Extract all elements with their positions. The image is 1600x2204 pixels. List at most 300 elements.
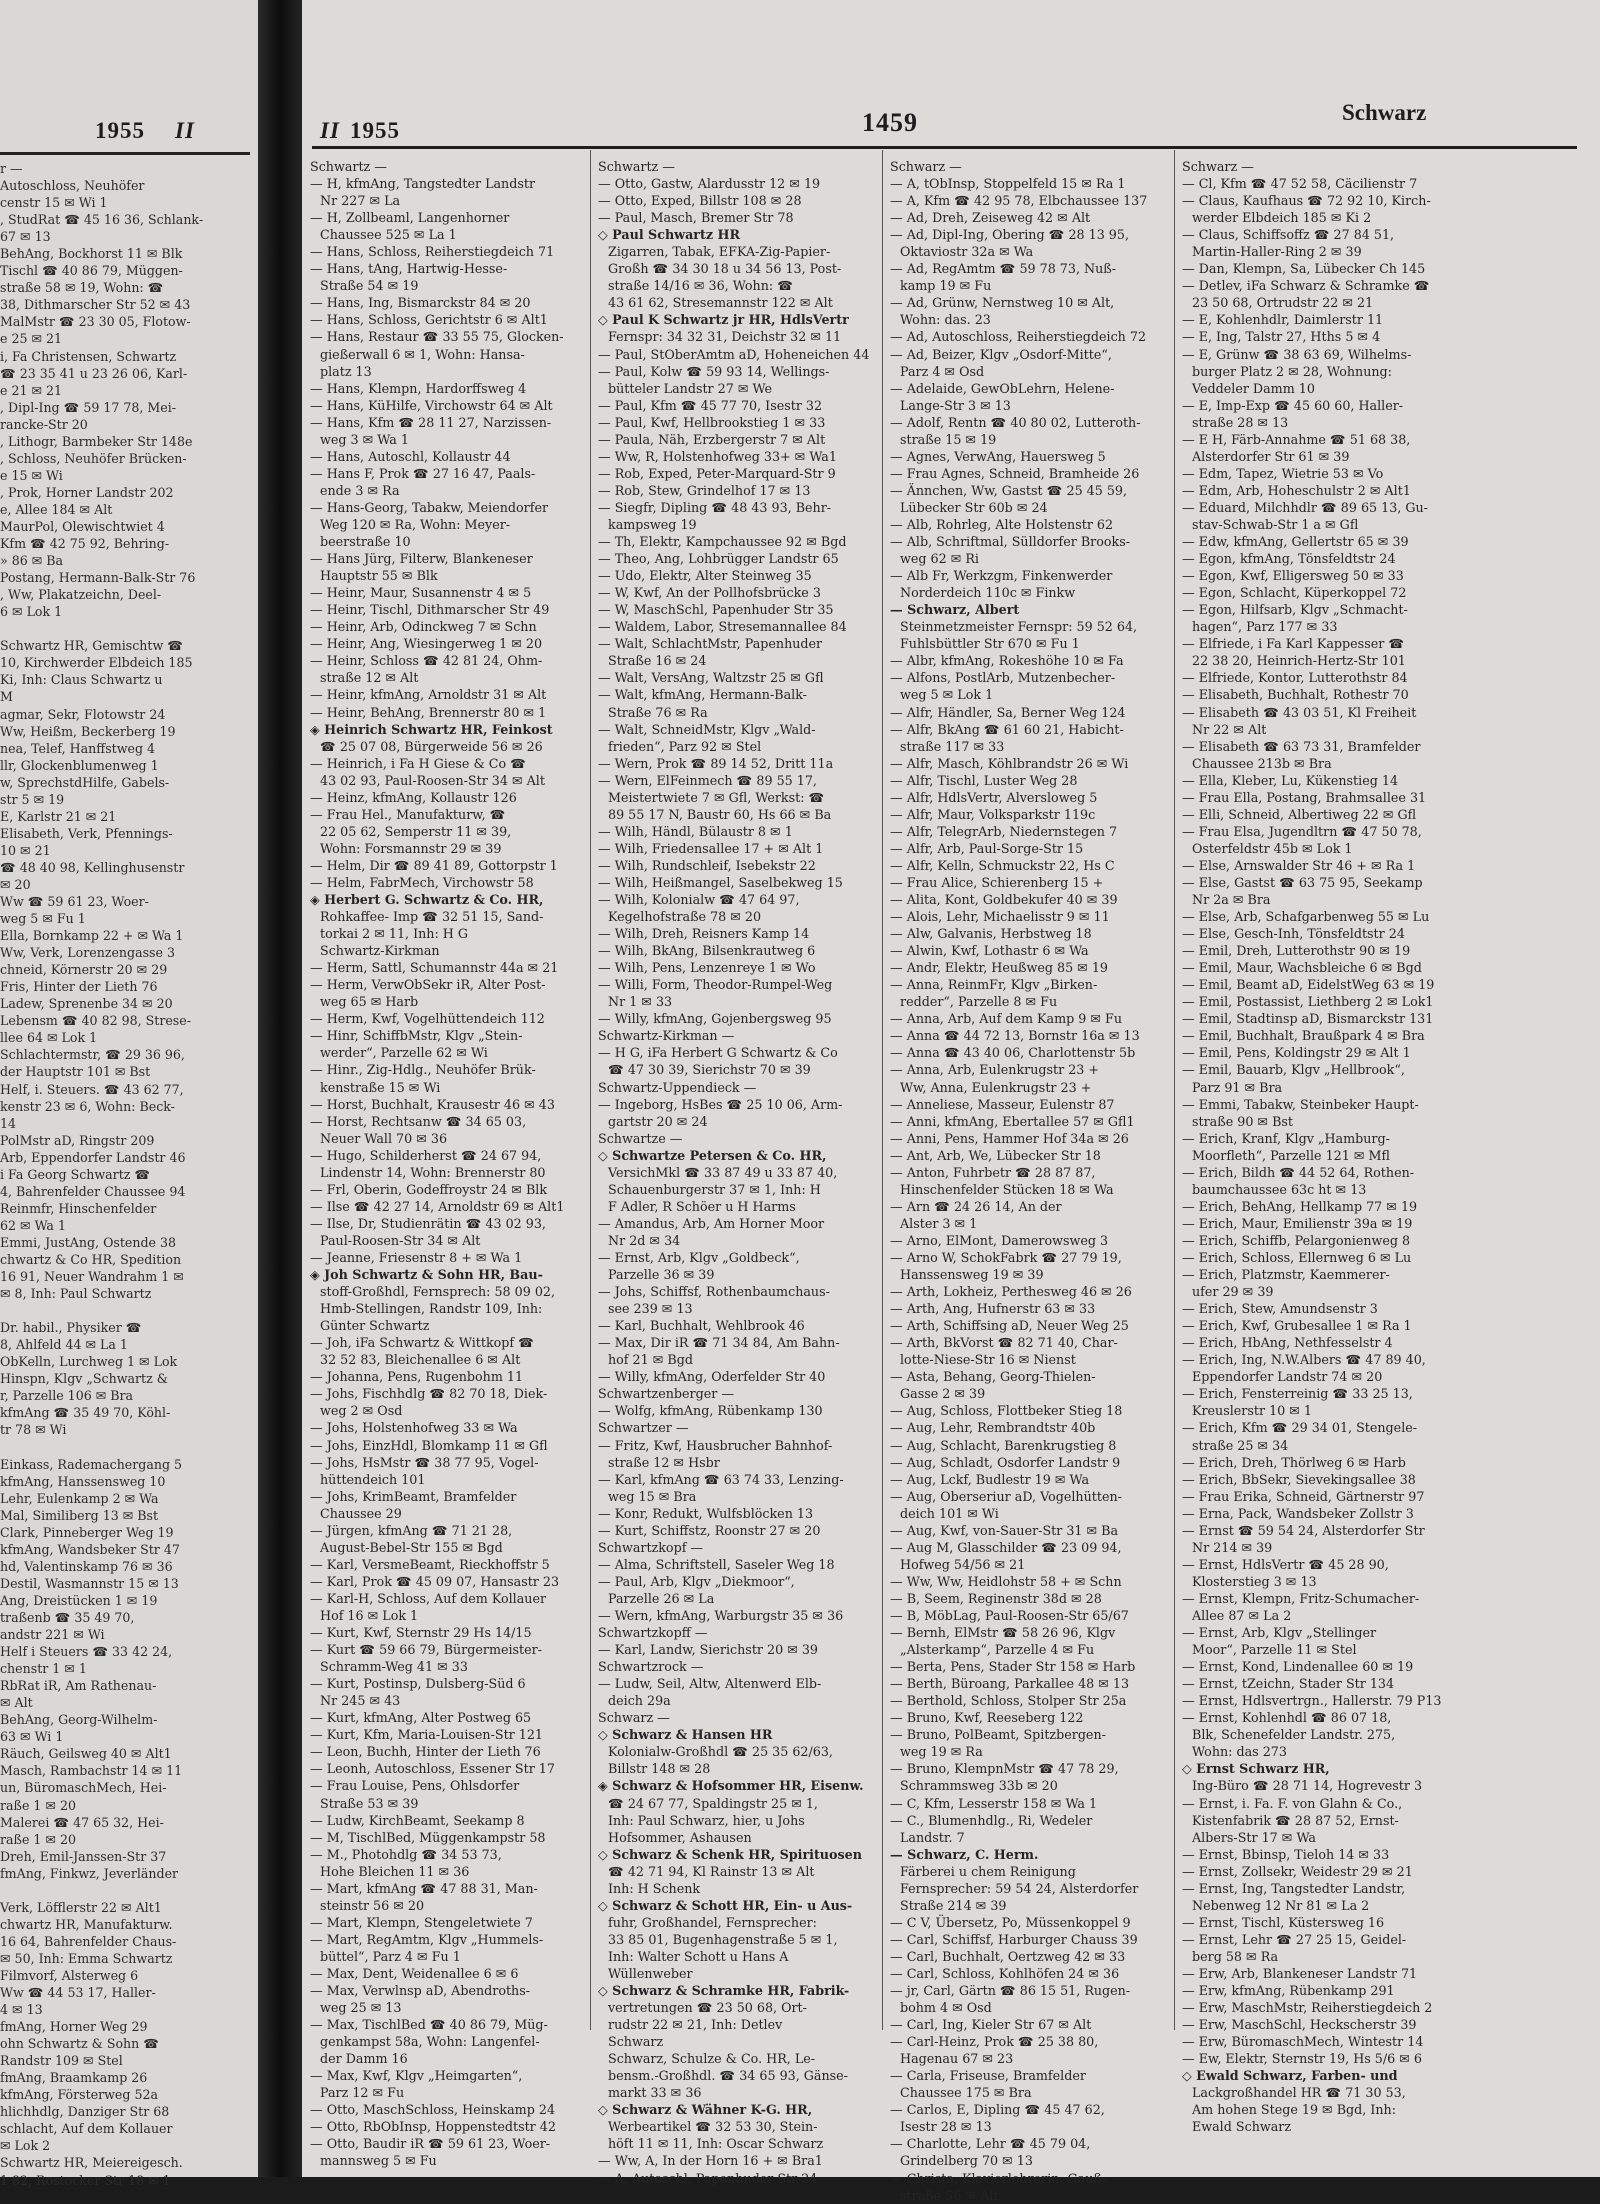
business-entry: ◈ Schwarz & Hofsommer HR, Eisenw.: [598, 1778, 864, 1794]
directory-entry: — C, Kfm, Lesserstr 158 ✉ Wa 1: [890, 1795, 1098, 1811]
directory-entry: Isestr 28 ✉ 13: [900, 2119, 992, 2135]
left-page-line: i Fa Georg Schwartz ☎: [0, 1166, 151, 1182]
directory-entry: — E, Ing, Talstr 27, Hths 5 ✉ 4: [1182, 329, 1381, 345]
directory-entry: Parz 12 ✉ Fu: [320, 2085, 405, 2101]
directory-entry: — Alfr, Kelln, Schmuckstr 22, Hs C: [890, 857, 1115, 873]
directory-entry: — Otto, RbObInsp, Hoppenstedtstr 42: [310, 2119, 556, 2135]
directory-entry: Nr 2d ✉ 34: [608, 1232, 681, 1248]
directory-entry: — Alfr, HdlsVertr, Alversloweg 5: [890, 789, 1098, 805]
page-number: 1459: [862, 108, 918, 137]
directory-column-2: [598, 158, 880, 2187]
directory-entry: — Rob, Stew, Grindelhof 17 ✉ 13: [598, 482, 811, 498]
left-page-line: E, Karlstr 21 ✉ 21: [0, 808, 117, 824]
directory-entry: — Otto, MaschSchloss, Heinskamp 24: [310, 2102, 556, 2118]
directory-entry: Paul-Roosen-Str 34 ✉ Alt: [320, 1232, 481, 1248]
directory-entry: vertretungen ☎ 23 50 68, Ort-: [608, 2000, 807, 2016]
left-page-line: ☎ 48 40 98, Kellinghusenstr: [0, 859, 185, 875]
left-page-line: str 5 ✉ 19: [0, 791, 65, 807]
directory-page: [302, 0, 1600, 2203]
directory-entry: fuhr, Großhandel, Fernsprecher:: [608, 1914, 817, 1930]
left-page-line: 10, Kirchwerder Elbdeich 185: [0, 655, 193, 671]
directory-entry: ☎ 25 07 08, Bürgerweide 56 ✉ 26: [320, 738, 543, 754]
directory-entry: — Eduard, Milchhdlr ☎ 89 65 13, Gu-: [1182, 499, 1428, 515]
directory-entry: — Ernst, Arb, Klgv „Goldbeck“,: [598, 1250, 800, 1265]
business-entry: — Schwarz, Albert: [890, 602, 1020, 618]
directory-entry: — A, tObInsp, Stoppelfeld 15 ✉ Ra 1: [890, 176, 1126, 192]
directory-entry: — Edw, kfmAng, Gellertstr 65 ✉ 39: [1182, 534, 1409, 550]
business-entry: ◇ Paul Schwartz HR: [598, 227, 741, 243]
directory-entry: — Erich, Schloss, Ellernweg 6 ✉ Lu: [1182, 1250, 1412, 1265]
directory-entry: — Albr, kfmAng, Rokeshöhe 10 ✉ Fa: [890, 653, 1124, 669]
directory-entry: — Wern, Prok ☎ 89 14 52, Dritt 11a: [598, 755, 834, 771]
directory-entry: Zigarren, Tabak, EFKA-Zig-Papier-: [608, 244, 831, 260]
directory-entry: — Kurt, Postinsp, Dulsberg-Süd 6: [310, 1676, 526, 1692]
directory-entry: baumchaussee 63c ht ✉ 13: [1192, 1181, 1367, 1197]
left-page-line: Filmvorf, Alsterweg 6: [0, 1967, 139, 1983]
directory-entry: — W, Kwf, An der Pollhofsbrücke 3: [598, 585, 821, 601]
directory-entry: August-Bebel-Str 155 ✉ Bgd: [320, 1539, 503, 1555]
directory-entry: platz 13: [320, 363, 372, 379]
directory-entry: — Elisabeth ☎ 63 73 31, Bramfelder: [1182, 738, 1421, 754]
left-page-line: chwartz HR, Manufakturw.: [0, 1916, 173, 1932]
directory-entry: — Erw, Arb, Blankeneser Landstr 71: [1182, 1965, 1418, 1981]
left-page-line: [0, 620, 250, 637]
directory-entry: — Erich, Maur, Emilienstr 39a ✉ 19: [1182, 1215, 1413, 1231]
directory-entry: — Ew, Elektr, Sternstr 19, Hs 5/6 ✉ 6: [1182, 2051, 1423, 2067]
directory-entry: Allee 87 ✉ La 2: [1192, 1607, 1292, 1623]
page-header: [302, 100, 1600, 143]
directory-entry: Martin-Haller-Ring 2 ✉ 39: [1192, 244, 1362, 260]
directory-entry: — Kurt, Kfm, Maria-Louisen-Str 121: [310, 1727, 543, 1743]
business-entry: ◈ Herbert G. Schwartz & Co. HR,: [310, 892, 544, 908]
directory-entry: — Anni, kfmAng, Ebertallee 57 ✉ Gfl1: [890, 1113, 1135, 1129]
left-page-line: , Ww, Plakatzeichn, Deel-: [0, 587, 162, 603]
directory-entry: — Emil, Dreh, Lutterothstr 90 ✉ 19: [1182, 943, 1411, 959]
directory-entry: markt 33 ✉ 36: [608, 2085, 702, 2101]
directory-entry: kenstraße 15 ✉ Wi: [320, 1079, 441, 1095]
directory-entry: — Ernst, Arb, Klgv „Stellinger: [1182, 1625, 1377, 1641]
column-divider: [1174, 150, 1175, 2030]
directory-entry: — Berth, Büroang, Parkallee 48 ✉ 13: [890, 1676, 1130, 1692]
directory-entry: — Erich, BbSekr, Sievekingsallee 38: [1182, 1471, 1416, 1487]
business-entry: ◇ Schwarz & Wähner K-G. HR,: [598, 2102, 813, 2118]
directory-entry: — Emil, Maur, Wachsbleiche 6 ✉ Bgd: [1182, 960, 1422, 976]
left-page-line: Helf, i. Steuers. ☎ 43 62 77,: [0, 1081, 184, 1097]
directory-entry: — Paul, Masch, Bremer Str 78: [598, 210, 794, 226]
directory-entry: — Emil, Pens, Koldingstr 29 ✉ Alt 1: [1182, 1045, 1411, 1061]
directory-entry: — Wilh, Händl, Bülaustr 8 ✉ 1: [598, 823, 793, 839]
directory-entry: Färberei u chem Reinigung: [900, 1863, 1076, 1879]
directory-entry: — Ernst, Bbinsp, Tieloh 14 ✉ 33: [1182, 1846, 1390, 1862]
directory-entry: — Arno W, SchokFabrk ☎ 27 79 19,: [890, 1250, 1122, 1265]
directory-entry: — Frau Erika, Schneid, Gärtnerstr 97: [1182, 1488, 1425, 1504]
header-rule: [312, 146, 1577, 149]
directory-entry: Am hohen Stege 19 ✉ Bgd, Inh:: [1192, 2102, 1396, 2118]
directory-entry: — Paul, Arb, Klgv „Diekmoor“,: [598, 1573, 795, 1589]
directory-entry: — Ernst, Lehr ☎ 27 25 15, Geidel-: [1182, 1931, 1407, 1947]
directory-entry: Moor“, Parzelle 11 ✉ Stel: [1192, 1642, 1357, 1658]
directory-entry: — Wilh, Friedensallee 17 + ✉ Alt 1: [598, 840, 824, 856]
left-page-line: Malerei ☎ 47 65 32, Hei-: [0, 1814, 164, 1830]
directory-entry: Landstr. 7: [900, 1829, 965, 1845]
directory-entry: — Leon, Buchh, Hinter der Lieth 76: [310, 1744, 541, 1760]
left-page-line: rancke-Str 20: [0, 416, 88, 432]
left-page-line: kenstr 23 ✉ 6, Wohn: Beck-: [0, 1098, 175, 1114]
directory-entry: — Ernst, Klempn, Fritz-Schumacher-: [1182, 1590, 1420, 1606]
directory-entry: — Ella, Kleber, Lu, Kükenstieg 14: [1182, 772, 1399, 788]
directory-entry: — Johs, Fischhdlg ☎ 82 70 18, Diek-: [310, 1386, 548, 1402]
directory-entry: — Hans, Restaur ☎ 33 55 75, Glocken-: [310, 329, 564, 345]
directory-entry: — Anna ☎ 43 40 06, Charlottenstr 5b: [890, 1045, 1136, 1061]
directory-entry: — Bruno, Kwf, Reeseberg 122: [890, 1710, 1084, 1726]
directory-entry: — Heinrich, i Fa H Giese & Co ☎: [310, 755, 526, 771]
directory-entry: redder“, Parzelle 8 ✉ Fu: [900, 994, 1058, 1010]
left-page-strip: [0, 0, 258, 2188]
directory-entry: genkampst 58a, Wohn: Langenfel-: [320, 2034, 540, 2050]
left-page-line: tr 78 ✉ Wi: [0, 1422, 67, 1438]
left-page-line: nea, Telef, Hanffstweg 4: [0, 740, 156, 756]
directory-entry: Inh: Walter Schott u Hans A: [608, 1948, 789, 1964]
directory-entry: — Alfr, TelegrArb, Niedernstegen 7: [890, 823, 1118, 839]
left-page-line: Dreh, Emil-Janssen-Str 37: [0, 1848, 167, 1864]
directory-entry: — Karl, VersmeBeamt, Rieckhoffstr 5: [310, 1556, 550, 1572]
directory-entry: — M, TischlBed, Müggenkampstr 58: [310, 1829, 546, 1845]
directory-entry: Nebenweg 12 Nr 81 ✉ La 2: [1192, 1897, 1370, 1913]
directory-entry: Parzelle 36 ✉ 39: [608, 1267, 715, 1283]
directory-entry: burger Platz 2 ✉ 28, Wohnung:: [1192, 363, 1392, 379]
directory-entry: — Alb, Rohrleg, Alte Holstenstr 62: [890, 516, 1114, 532]
surname-heading: Schwarz —: [890, 159, 962, 174]
directory-entry: — Johs, HsMstr ☎ 38 77 95, Vogel-: [310, 1454, 539, 1470]
directory-entry: Ewald Schwarz: [1192, 2119, 1292, 2135]
directory-entry: — Ernst, i. Fa. F. von Glahn & Co.,: [1182, 1795, 1403, 1811]
directory-entry: — Max, Dent, Weidenallee 6 ✉ 6: [310, 1965, 519, 1981]
directory-entry: — Paul, Kfm ☎ 45 77 70, Isestr 32: [598, 397, 823, 413]
surname-heading: Schwartzkopf —: [598, 1539, 704, 1555]
directory-entry: — A, Autoschl, Papenhuder Str 24: [598, 2170, 818, 2186]
directory-entry: — Aug M, Glasschilder ☎ 23 09 94,: [890, 1539, 1122, 1555]
directory-entry: rudstr 22 ✉ 21, Inh: Detlev: [608, 2017, 783, 2033]
directory-entry: Grindelberg 70 ✉ 13: [900, 2153, 1033, 2169]
directory-entry: — Aug, Schlacht, Barenkrugstieg 8: [890, 1437, 1117, 1453]
directory-entry: straße 117 ✉ 33: [900, 738, 1005, 754]
directory-entry: — Erich, Kranf, Klgv „Hamburg-: [1182, 1130, 1390, 1146]
left-page-line: hlichhdlg, Danziger Str 68: [0, 2104, 170, 2120]
directory-entry: Ww, Anna, Eulenkrugstr 23 +: [900, 1079, 1092, 1095]
directory-entry: — Kurt, Kwf, Sternstr 29 Hs 14/15: [310, 1625, 532, 1641]
left-page-line: Hinspn, Klgv „Schwartz &: [0, 1371, 168, 1387]
directory-entry: 22 38 20, Heinrich-Hertz-Str 101: [1192, 653, 1406, 669]
directory-entry: weg 25 ✉ 13: [320, 2000, 402, 2016]
directory-entry: weg 65 ✉ Harb: [320, 994, 419, 1010]
directory-entry: — Agnes, VerwAng, Hauersweg 5: [890, 448, 1106, 464]
directory-entry: ende 3 ✉ Ra: [320, 482, 400, 498]
directory-entry: steinstr 56 ✉ 20: [320, 1897, 425, 1913]
directory-entry: 32 52 83, Bleichenallee 6 ✉ Alt: [320, 1352, 521, 1368]
directory-entry: — Erich, Kfm ☎ 29 34 01, Stengele-: [1182, 1420, 1418, 1436]
directory-entry: 43 61 62, Stresemannstr 122 ✉ Alt: [608, 295, 833, 311]
directory-entry: Norderdeich 110c ✉ Finkw: [900, 585, 1076, 601]
directory-entry: — Andr, Elektr, Heußweg 85 ✉ 19: [890, 960, 1108, 976]
directory-entry: Hofsommer, Ashausen: [608, 1829, 752, 1845]
directory-entry: — Hans, tAng, Hartwig-Hesse-: [310, 261, 508, 277]
directory-entry: — Horst, Buchhalt, Krausestr 46 ✉ 43: [310, 1096, 555, 1112]
directory-entry: — H G, iFa Herbert G Schwartz & Co: [598, 1045, 838, 1061]
directory-entry: — Carlos, E, Dipling ☎ 45 47 62,: [890, 2102, 1105, 2118]
directory-entry: Werbeartikel ☎ 32 53 30, Stein-: [608, 2119, 818, 2135]
directory-entry: Großh ☎ 34 30 18 u 34 56 13, Post-: [608, 261, 842, 277]
directory-entry: Hofweg 54/56 ✉ 21: [900, 1556, 1026, 1572]
business-entry: ◇ Schwarz & Schott HR, Ein- u Aus-: [598, 1897, 853, 1913]
directory-entry: — Anna, ReinmFr, Klgv „Birken-: [890, 977, 1098, 993]
directory-entry: — Erw, MaschMstr, Reiherstiegdeich 2: [1182, 2000, 1433, 2016]
left-page-line: straße 58 ✉ 19, Wohn: ☎: [0, 280, 164, 296]
directory-entry: Lackgroßhandel HR ☎ 71 30 53,: [1192, 2085, 1406, 2101]
directory-entry: — E, Kohlenhdlr, Daimlerstr 11: [1182, 312, 1384, 328]
directory-entry: weg 15 ✉ Bra: [608, 1488, 697, 1504]
directory-entry: — Emmi, Tabakw, Steinbeker Haupt-: [1182, 1096, 1419, 1112]
left-page-line: Räuch, Geilsweg 40 ✉ Alt1: [0, 1746, 172, 1762]
directory-entry: — Ilse, Dr, Studienrätin ☎ 43 02 93,: [310, 1215, 546, 1231]
business-entry: ◇ Schwarz & Schenk HR, Spirituosen: [598, 1846, 862, 1862]
left-page-line: 38, Dithmarscher Str 52 ✉ 43: [0, 297, 191, 313]
directory-entry: Nr 245 ✉ 43: [320, 1693, 401, 1709]
directory-entry: Blk, Schenefelder Landstr. 275,: [1192, 1727, 1396, 1743]
directory-entry: — Claus, Schiffsoffz ☎ 27 84 51,: [1182, 227, 1395, 243]
directory-entry: bohm 4 ✉ Osd: [900, 2000, 992, 2016]
left-page-line: RbRat iR, Am Rathenau-: [0, 1678, 157, 1694]
directory-entry: — Frau Ella, Postang, Brahmsallee 31: [1182, 789, 1427, 805]
directory-entry: — Erw, BüromaschMech, Wintestr 14: [1182, 2034, 1424, 2050]
directory-entry: — Johs, Schiffsf, Rothenbaumchaus-: [598, 1284, 830, 1300]
directory-entry: — Hans F, Prok ☎ 27 16 47, Paals-: [310, 465, 536, 481]
left-page-line: Arb, Eppendorfer Landstr 46: [0, 1149, 186, 1165]
directory-entry: — Ännchen, Ww, Gastst ☎ 25 45 59,: [890, 482, 1128, 498]
directory-entry: — Erich, Bildh ☎ 44 52 64, Rothen-: [1182, 1164, 1415, 1180]
directory-entry: — Paula, Näh, Erzbergerstr 7 ✉ Alt: [598, 431, 826, 447]
directory-entry: Klosterstieg 3 ✉ 13: [1192, 1573, 1317, 1589]
directory-entry: straße 15 ✉ 19: [900, 431, 997, 447]
directory-entry: Schwartz-Kirkman: [320, 943, 440, 959]
left-page-line: 16 91, Neuer Wandrahm 1 ✉: [0, 1269, 184, 1285]
directory-entry: — Mart, kfmAng ☎ 47 88 31, Man-: [310, 1880, 538, 1896]
left-page-line: BehAng, Bockhorst 11 ✉ Blk: [0, 246, 183, 262]
directory-entry: Rohkaffee- Imp ☎ 32 51 15, Sand-: [320, 909, 544, 925]
directory-entry: — Bruno, KlempnMstr ☎ 47 78 29,: [890, 1761, 1119, 1777]
directory-entry: see 239 ✉ 13: [608, 1301, 693, 1317]
directory-entry: torkai 2 ✉ 11, Inh: H G: [320, 926, 469, 942]
directory-entry: — Anna ☎ 44 72 13, Bornstr 16a ✉ 13: [890, 1028, 1140, 1044]
left-page-line: Lehr, Eulenkamp 2 ✉ Wa: [0, 1490, 159, 1506]
directory-entry: — Ernst, Kohlenhdl ☎ 86 07 18,: [1182, 1710, 1392, 1726]
directory-entry: — Paul, Kwf, Hellbrookstieg 1 ✉ 33: [598, 414, 826, 430]
directory-entry: — B, MöbLag, Paul-Roosen-Str 65/67: [890, 1607, 1129, 1623]
directory-entry: — Alfons, PostlArb, Mutzenbecher-: [890, 670, 1116, 686]
left-page-year: 1955: [95, 118, 145, 143]
volume-number: II: [320, 118, 340, 143]
directory-entry: Inh: Paul Schwarz, hier, u Johs: [608, 1812, 805, 1828]
directory-entry: — Heinr, Ang, Wiesingerweg 1 ✉ 20: [310, 636, 543, 652]
directory-entry: Veddeler Damm 10: [1192, 380, 1315, 396]
directory-entry: — Mart, RegAmtm, Klgv „Hummels-: [310, 1931, 544, 1947]
surname-heading: Schwarz —: [1182, 159, 1254, 174]
directory-entry: Schrammsweg 33b ✉ 20: [900, 1778, 1058, 1794]
directory-entry: Lübecker Str 60b ✉ 24: [900, 499, 1048, 515]
left-page-line: raße 1 ✉ 20: [0, 1797, 76, 1813]
directory-entry: — Anna, Arb, Eulenkrugstr 23 +: [890, 1062, 1100, 1078]
directory-entry: — Ad, Dreh, Zeiseweg 42 ✉ Alt: [890, 210, 1091, 226]
directory-entry: 22 05 62, Semperstr 11 ✉ 39,: [320, 823, 512, 839]
directory-entry: — Ernst, Zollsekr, Weidestr 29 ✉ 21: [1182, 1863, 1413, 1879]
directory-entry: weg 62 ✉ Ri: [900, 551, 979, 567]
directory-entry: 23 50 68, Ortrudstr 22 ✉ 21: [1192, 295, 1374, 311]
directory-entry: — Karl-H, Schloss, Auf dem Kollauer: [310, 1590, 547, 1606]
directory-entry: — Ernst, HdlsVertr ☎ 45 28 90,: [1182, 1556, 1389, 1572]
left-page-line: Autoschloss, Neuhöfer: [0, 178, 145, 194]
directory-entry: ufer 29 ✉ 39: [1192, 1284, 1274, 1300]
left-page-line: ✉ 8, Inh: Paul Schwartz: [0, 1286, 152, 1302]
directory-entry: — Alw, Galvanis, Herbstweg 18: [890, 926, 1092, 942]
left-page-line: 14: [0, 1115, 17, 1131]
business-entry: ◇ Schwarz & Schramke HR, Fabrik-: [598, 1983, 850, 1999]
directory-entry: — Erich, BehAng, Hellkamp 77 ✉ 19: [1182, 1198, 1418, 1214]
directory-entry: Straße 76 ✉ Ra: [608, 704, 708, 720]
directory-entry: — Emil, Stadtinsp aD, Bismarckstr 131: [1182, 1011, 1434, 1027]
directory-entry: — Erw, MaschSchl, Heckscherstr 39: [1182, 2017, 1417, 2033]
directory-entry: — Hans, Kfm ☎ 28 11 27, Narzissen-: [310, 414, 552, 430]
directory-entry: — Kurt, Schiffstz, Roonstr 27 ✉ 20: [598, 1522, 821, 1538]
directory-entry: — Aug, Schloss, Flottbeker Stieg 18: [890, 1403, 1123, 1419]
directory-entry: Chaussee 175 ✉ Bra: [900, 2085, 1032, 2101]
directory-entry: weg 3 ✉ Wa 1: [320, 431, 409, 447]
directory-entry: Inh: H Schenk: [608, 1880, 701, 1896]
directory-entry: Chaussee 213b ✉ Bra: [1192, 755, 1332, 771]
surname-heading: Schwartz-Kirkman —: [598, 1028, 735, 1044]
directory-entry: — Carl, Buchhalt, Oertzweg 42 ✉ 33: [890, 1948, 1126, 1964]
directory-entry: F Adler, R Schöer u H Harms: [608, 1198, 796, 1214]
directory-entry: Lange-Str 3 ✉ 13: [900, 397, 1011, 413]
surname-heading: Schwartz-Uppendieck —: [598, 1079, 757, 1095]
directory-entry: — Ernst ☎ 59 54 24, Alsterdorfer Str: [1182, 1522, 1425, 1538]
left-page-line: censtr 15 ✉ Wi 1: [0, 195, 108, 211]
column-divider: [882, 150, 883, 2030]
directory-entry: Gasse 2 ✉ 39: [900, 1386, 986, 1402]
directory-entry: Nr 2a ✉ Bra: [1192, 892, 1271, 908]
directory-entry: — Elisabeth ☎ 43 03 51, Kl Freiheit: [1182, 704, 1417, 720]
left-page-line: , StudRat ☎ 45 16 36, Schlank-: [0, 212, 204, 228]
left-page-line: Ww, Heißm, Beckerberg 19: [0, 723, 176, 739]
directory-entry: — Carl-Heinz, Prok ☎ 25 38 80,: [890, 2034, 1099, 2050]
directory-entry: — Jeanne, Friesenstr 8 + ✉ Wa 1: [310, 1250, 523, 1265]
directory-entry: stav-Schwab-Str 1 a ✉ Gfl: [1192, 516, 1359, 532]
left-page-line: w, SprechstdHilfe, Gabels-: [0, 774, 170, 790]
left-page-line: 6 ✉ Lok 1: [0, 604, 63, 620]
directory-entry: Hinschenfelder Stücken 18 ✉ Wa: [900, 1181, 1114, 1197]
directory-entry: straße 90 ✉ Bst: [1192, 1113, 1294, 1129]
directory-entry: — H, kfmAng, Tangstedter Landstr: [310, 176, 536, 192]
left-page-line: [0, 1302, 250, 1319]
directory-entry: — Berta, Pens, Stader Str 158 ✉ Harb: [890, 1659, 1136, 1675]
directory-entry: — Detlev, iFa Schwarz & Schramke ☎: [1182, 278, 1430, 294]
directory-entry: — Carla, Friseuse, Bramfelder: [890, 2068, 1086, 2084]
directory-entry: — Alma, Schriftstell, Saseler Weg 18: [598, 1556, 835, 1572]
directory-entry: 43 02 93, Paul-Roosen-Str 34 ✉ Alt: [320, 772, 545, 788]
left-page-line: agmar, Sekr, Flotowstr 24: [0, 706, 166, 722]
directory-entry: Nr 1 ✉ 33: [608, 994, 673, 1010]
directory-entry: — Charlotte, Lehr ☎ 45 79 04,: [890, 2136, 1091, 2152]
directory-entry: Neuer Wall 70 ✉ 36: [320, 1130, 448, 1146]
left-page-line: Helf i Steuers ☎ 33 42 24,: [0, 1644, 173, 1660]
directory-entry: Straße 214 ✉ 39: [900, 1897, 1007, 1913]
left-page-volume: II: [175, 118, 195, 143]
directory-entry: lotte-Niese-Str 16 ✉ Nienst: [900, 1352, 1076, 1368]
directory-entry: — Hans, Schloss, Reiherstiegdeich 71: [310, 244, 555, 260]
directory-entry: — Egon, Kwf, Elligersweg 50 ✉ 33: [1182, 568, 1404, 584]
directory-entry: Weg 120 ✉ Ra, Wohn: Meyer-: [320, 516, 511, 532]
directory-entry: — C., Blumenhdlg., Ri, Wedeler: [890, 1812, 1093, 1828]
directory-entry: — Edm, Tapez, Wietrie 53 ✉ Vo: [1182, 465, 1384, 481]
directory-entry: Alster 3 ✉ 1: [900, 1215, 978, 1231]
directory-entry: frieden“, Parz 92 ✉ Stel: [608, 738, 762, 754]
directory-entry: — Paul, StOberAmtm aD, Hoheneichen 44: [598, 346, 870, 362]
directory-entry: Hmb-Stellingen, Randstr 109, Inh:: [320, 1301, 543, 1317]
left-header-rule: [0, 152, 250, 155]
left-page-line: ✉ 20: [0, 876, 31, 892]
directory-entry: VersichMkl ☎ 33 87 49 u 33 87 40,: [608, 1164, 838, 1180]
left-page-line: e 21 ✉ 21: [0, 382, 63, 398]
surname-heading: Schwartzrock —: [598, 1659, 704, 1675]
directory-entry: straße 56 ✉ Alt: [900, 2187, 999, 2203]
left-page-line: kfmAng, Hanssensweg 10: [0, 1473, 166, 1489]
directory-entry: — Otto, Baudir iR ☎ 59 61 23, Woer-: [310, 2136, 551, 2152]
directory-entry: — Fritz, Kwf, Hausbrucher Bahnhof-: [598, 1437, 833, 1453]
directory-entry: ☎ 47 30 39, Sierichstr 70 ✉ 39: [608, 1062, 811, 1078]
directory-entry: — H, Zollbeaml, Langenhorner: [310, 210, 510, 226]
left-page-line: Dr. habil., Physiker ☎: [0, 1320, 142, 1336]
directory-entry: — Heinr, Schloss ☎ 42 81 24, Ohm-: [310, 653, 543, 669]
directory-entry: deich 29a: [608, 1693, 671, 1709]
directory-entry: beerstraße 10: [320, 534, 411, 550]
left-page-line: chenstr 1 ✉ 1: [0, 1661, 87, 1677]
directory-entry: — Kurt ☎ 59 66 79, Bürgermeister-: [310, 1642, 543, 1658]
directory-entry: — Dan, Klempn, Sa, Lübecker Ch 145: [1182, 261, 1426, 277]
directory-entry: — jr, Carl, Gärtn ☎ 86 15 51, Rugen-: [890, 1983, 1131, 1999]
running-head: Schwarz: [1342, 100, 1427, 125]
left-page-line: Postang, Hermann-Balk-Str 76: [0, 570, 196, 586]
directory-entry: Alsterdorfer Str 61 ✉ 39: [1192, 448, 1350, 464]
left-page-line: Ang, Dreistücken 1 ✉ 19: [0, 1592, 158, 1608]
directory-entry: — Alita, Kont, Goldbekufer 40 ✉ 39: [890, 892, 1118, 908]
directory-entry: Schauenburgerstr 37 ✉ 1, Inh: H: [608, 1181, 821, 1197]
directory-entry: — Ad, Beizer, Klgv „Osdorf-Mitte“,: [890, 346, 1112, 362]
directory-entry: — Ant, Arb, We, Lübecker Str 18: [890, 1147, 1101, 1163]
directory-entry: — Amandus, Arb, Am Horner Moor: [598, 1215, 825, 1231]
directory-entry: — Else, Arb, Schafgarbenweg 55 ✉ Lu: [1182, 909, 1430, 925]
directory-entry: — Hans, Klempn, Hardorffsweg 4: [310, 380, 527, 396]
left-page-line: Clark, Pinneberger Weg 19: [0, 1524, 174, 1540]
directory-entry: Kistenfabrik ☎ 28 87 52, Ernst-: [1192, 1812, 1399, 1828]
directory-entry: — Waldem, Labor, Stresemannallee 84: [598, 619, 847, 635]
directory-entry: — Alfr, BkAng ☎ 61 60 21, Habicht-: [890, 721, 1124, 737]
directory-entry: — Herm, VerwObSekr iR, Alter Post-: [310, 977, 546, 993]
directory-entry: Oktaviostr 32a ✉ Wa: [900, 244, 1034, 260]
left-page-line: 67 ✉ 13: [0, 229, 51, 245]
directory-entry: Parz 91 ✉ Bra: [1192, 1079, 1283, 1095]
directory-entry: Fernspr: 34 32 31, Deichstr 32 ✉ 11: [608, 329, 842, 345]
directory-entry: — Heinr, Tischl, Dithmarscher Str 49: [310, 602, 550, 618]
directory-entry: — Hinr, SchiffbMstr, Klgv „Stein-: [310, 1028, 523, 1044]
directory-entry: — Elfriede, i Fa Karl Kappesser ☎: [1182, 636, 1405, 652]
